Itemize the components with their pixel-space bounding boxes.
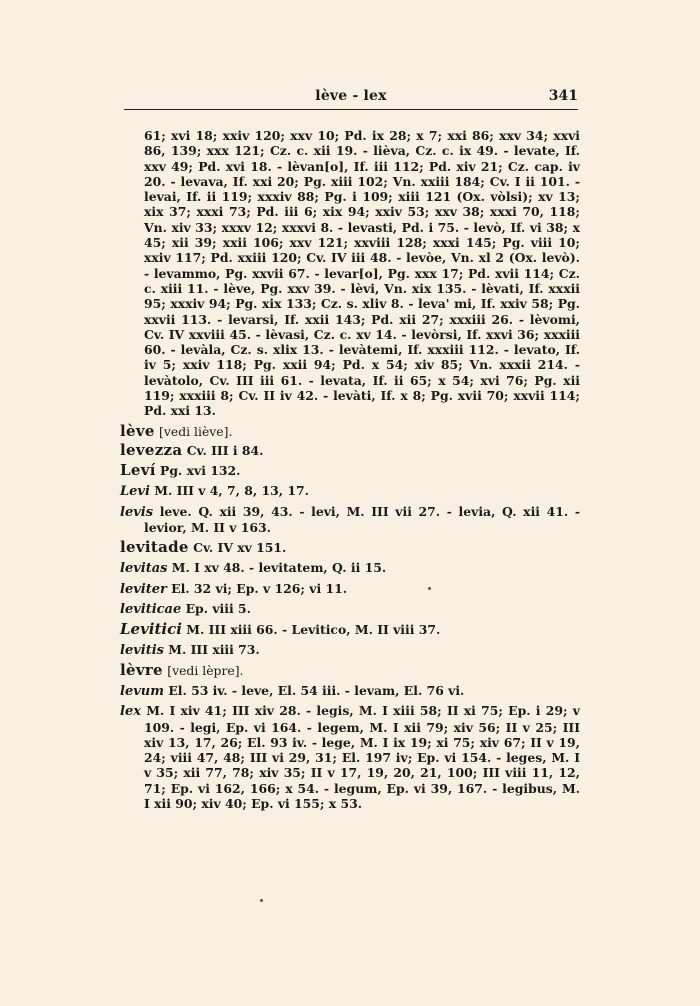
- entry-text: Cv. III i 84.: [186, 443, 264, 459]
- headword: levis: [120, 504, 154, 520]
- entry-text: M. I xv 48. - levitatem, Q. ii 15.: [171, 559, 387, 575]
- entry-levezza: [120, 443, 580, 458]
- headword: leviticae: [120, 602, 182, 618]
- headword: Levi: [120, 484, 150, 500]
- entry-leviticae: [120, 601, 580, 617]
- running-header: [124, 88, 578, 110]
- print-speck: [428, 587, 431, 590]
- entry-levitas: [120, 560, 580, 576]
- entry-text: [vedi lièvе].: [159, 423, 233, 439]
- entry-levitici: [120, 622, 580, 637]
- entry-levitis: [120, 642, 580, 658]
- continued-entry: [120, 128, 580, 419]
- headword: levitas: [120, 560, 168, 576]
- entry-levis: [120, 504, 580, 536]
- entry-levre: [120, 660, 580, 679]
- headword: levitis: [120, 642, 164, 658]
- entry-text: El. 32 vi; Ep. v 126; vi 11.: [171, 580, 348, 596]
- headword: Levitici: [120, 620, 182, 639]
- entry-leve: [120, 421, 580, 440]
- entry-text: 61; xvi 18; xxiv 120; xxv 10; Pd. ix 28; x 7; xxi 86; xxv 34; xxvi 86, 139; xxx 121; Cz. c. xii 19. - lièva, Cz. c. ix 49. - levate, If. xxv 49; Pd. xvi 18. - lèvan[o], If. iii 112; Pd. xiv 21; Cz. cap. iv 20. - levava, If. xxi 20; Pg. xiii 102; Vn. xxiii 184; Cv. I ii 101. - levai, If. ii 119; xxxiv 88; Pg. i 109; xiii 121 (Ox. vòlsi); xv 13; xix 37; xxxi 73; Pd. iii 6; xix 94; xxiv 53; xxv 38; xxxi 70, 118; Vn. xiv 33; xxxv 12; xxxvi 8. - levasti, Pd. i 75. - levò, If. vi 38; x 45; xii 39; xxii 106; xxv 121; xxviii 128; xxxi 145; Pg. viii 10; xxiv 117; Pd. xxiii 120; Cv. IV iii 48. - levòe, Vn. xl 2 (Ox. levò). - levammo, Pg. xxvii 67. - levar[o], Pg. xxx 17; Pd. xvii 114; Cz. c. xiii 11. - lève, Pg. xxv 39. - lèvi, Vn. xix 135. - lèvati, If. xxxii 95; xxxiv 94; Pg. xix 133; Cz. s. xliv 8. - leva' mi, If. xxiv 58; Pg. xxvii 113. - levarsi, If. xxii 143; Pd. xii 27; xxxiii 26. - lèvomi, Cv. IV xxviii 45. - lèvasi, Cz. c. xv 14. - levòrsi, If. xxvi 36; xxxiii 60. - levàla, Cz. s. xlix 13. - levàtemi, If. xxxiii 112. - levato, If. iv 5; xxiv 118; Pg. xxii 94; Pd. x 54; xiv 85; Vn. xxxii 214. - levàtolo, Cv. III iii 61. - levata, If. ii 65; x 54; xvi 76; Pg. xii 119; xxxiii 8; Cv. II iv 42. - levàti, If. x 8; Pg. xvii 70; xxvii 114; Pd. xxi 13.: [144, 128, 580, 419]
- headword: lèvre: [120, 660, 163, 679]
- page-number: 341: [548, 88, 578, 104]
- headword: levum: [120, 683, 164, 699]
- headword: Leví: [120, 461, 156, 480]
- headword: leviter: [120, 581, 167, 597]
- headword: levezza: [120, 441, 183, 460]
- entry-text: Ep. viii 5.: [185, 601, 251, 617]
- header-title: lève - lex: [315, 88, 387, 104]
- entry-text: leve. Q. xii 39, 43. - levi, M. III vii 27. - levia, Q. xii 41. - levior, M. II v 163.: [144, 503, 580, 536]
- entry-leviter: [120, 581, 580, 597]
- print-speck: [260, 899, 263, 902]
- entry-text: Pg. xvi 132.: [160, 463, 241, 479]
- headword: levitade: [120, 537, 189, 556]
- headword: lex: [120, 704, 141, 720]
- entry-text: [vedi lèpre].: [167, 662, 244, 678]
- entry-text: M. I xiv 41; III xiv 28. - legis, M. I xiii 58; II xi 75; Ep. i 29; v 109. - legi, Ep. vi 164. - legem, M. I xii 79; xiv 56; II v 25; III xiv 13, 17, 26; El. 93 iv. - lege, M. I ix 19; xi 75; xiv 67; II v 19, 24; viii 47, 48; III vi 29, 31; El. 197 iv; Ep. vi 154. - leges, M. I v 35; xii 77, 78; xiv 35; II v 17, 19, 20, 21, 100; III viii 11, 12, 71; Ep. vi 162, 166; x 54. - legum, Ep. vi 39, 167. - legibus, M. I xii 90; xiv 40; Ep. vi 155; x 53.: [144, 703, 580, 812]
- entry-text: El. 53 iv. - leve, El. 54 iii. - levam, El. 76 vi.: [168, 682, 465, 698]
- entry-text: Cv. IV xv 151.: [193, 539, 287, 555]
- entry-text: M. III xiii 66. - Levitico, M. II viii 37.: [186, 622, 441, 638]
- headword: lève: [120, 421, 155, 440]
- entry-text: M. III v 4, 7, 8, 13, 17.: [154, 483, 309, 499]
- entry-text: M. III xiii 73.: [168, 641, 260, 657]
- entry-levi-m: [120, 483, 580, 499]
- entries-column: [120, 128, 580, 816]
- entry-levi-pg: [120, 463, 580, 478]
- entry-lex: [120, 703, 580, 811]
- entry-levitade: [120, 537, 580, 556]
- header-rule: [124, 109, 578, 110]
- entry-levum: [120, 683, 580, 699]
